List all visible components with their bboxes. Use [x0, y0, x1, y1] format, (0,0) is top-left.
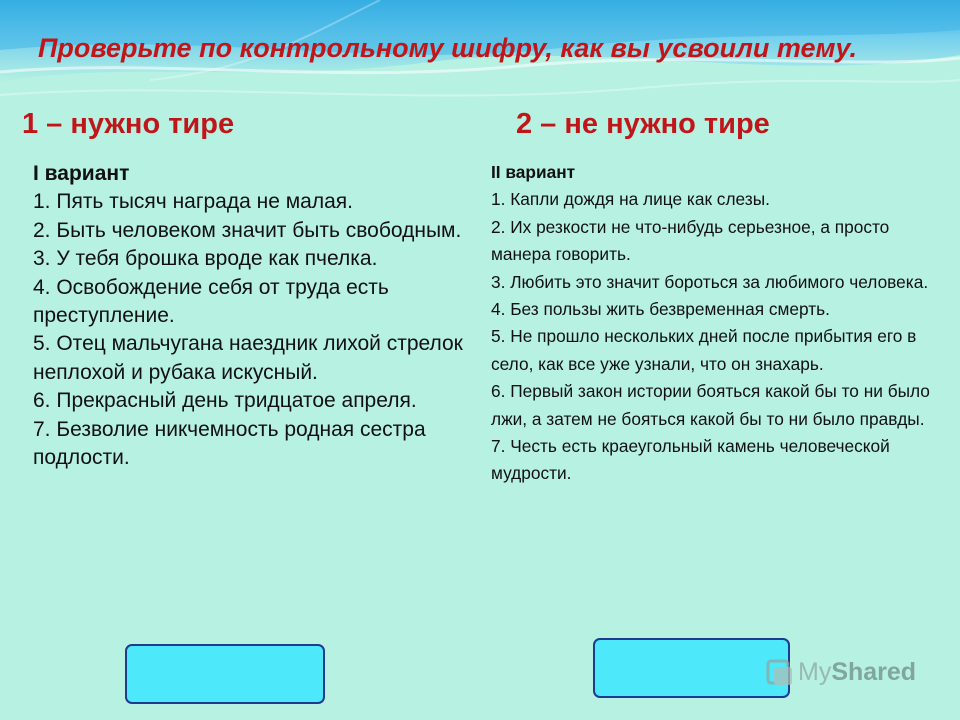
list-item: 6. Первый закон истории бояться какой бы то ни было лжи, а затем не бояться какой бы то ни было правды.: [491, 381, 930, 429]
list-item: 2. Быть человеком значит быть свободным.: [33, 218, 462, 242]
list-item: 3. Любить это значит бороться за любимого человека.: [491, 271, 929, 292]
list-item: 2. Их резкости не что-нибудь серьезное, а просто манера говорить.: [491, 216, 890, 265]
list-item: 6. Прекрасный день тридцатое апреля.: [33, 389, 417, 413]
answer-key-button-1[interactable]: [125, 644, 325, 704]
myshared-logo-icon: [766, 657, 794, 687]
logo-text-shared: Shared: [831, 657, 917, 686]
list-item: 4. Освобождение себя от труда есть преступление.: [33, 275, 389, 328]
list-item: 3. У тебя брошка вроде как пчелка.: [33, 247, 378, 271]
list-item: 1. Капли дождя на лице как слезы.: [491, 189, 770, 210]
variant-2-list: [491, 186, 931, 487]
myshared-watermark: [766, 657, 916, 687]
list-item: 5. Отец мальчугана наездник лихой стрелок неплохой и рубака искусный.: [33, 332, 463, 384]
variant-2-column: [491, 159, 931, 488]
list-item: 7. Безволие никчемность родная сестра подлости.: [33, 417, 426, 470]
list-item: 7. Честь есть краеугольный камень человеческой мудрости.: [491, 436, 890, 484]
variant-1-heading: I вариант: [33, 162, 130, 185]
myshared-logo-text: [798, 658, 916, 687]
legend-dash-needed: 1 – нужно тире: [22, 108, 235, 140]
slide-title: Проверьте по контрольному шифру, как вы усвоили тему.: [38, 33, 857, 63]
list-item: 1. Пять тысяч награда не малая.: [33, 190, 353, 214]
variant-2-heading: II вариант: [491, 162, 576, 182]
list-item: 4. Без пользы жить безвременная смерть.: [491, 299, 830, 320]
logo-text-my: My: [798, 657, 832, 686]
list-item: 5. Не прошло нескольких дней после прибытия его в село, как все уже узнали, что он знахарь.: [491, 326, 917, 374]
variant-1-column: [33, 160, 463, 472]
legend-dash-not-needed: 2 – не нужно тире: [516, 108, 770, 140]
variant-1-list: [33, 188, 463, 472]
answer-key-button-2[interactable]: [593, 638, 790, 698]
